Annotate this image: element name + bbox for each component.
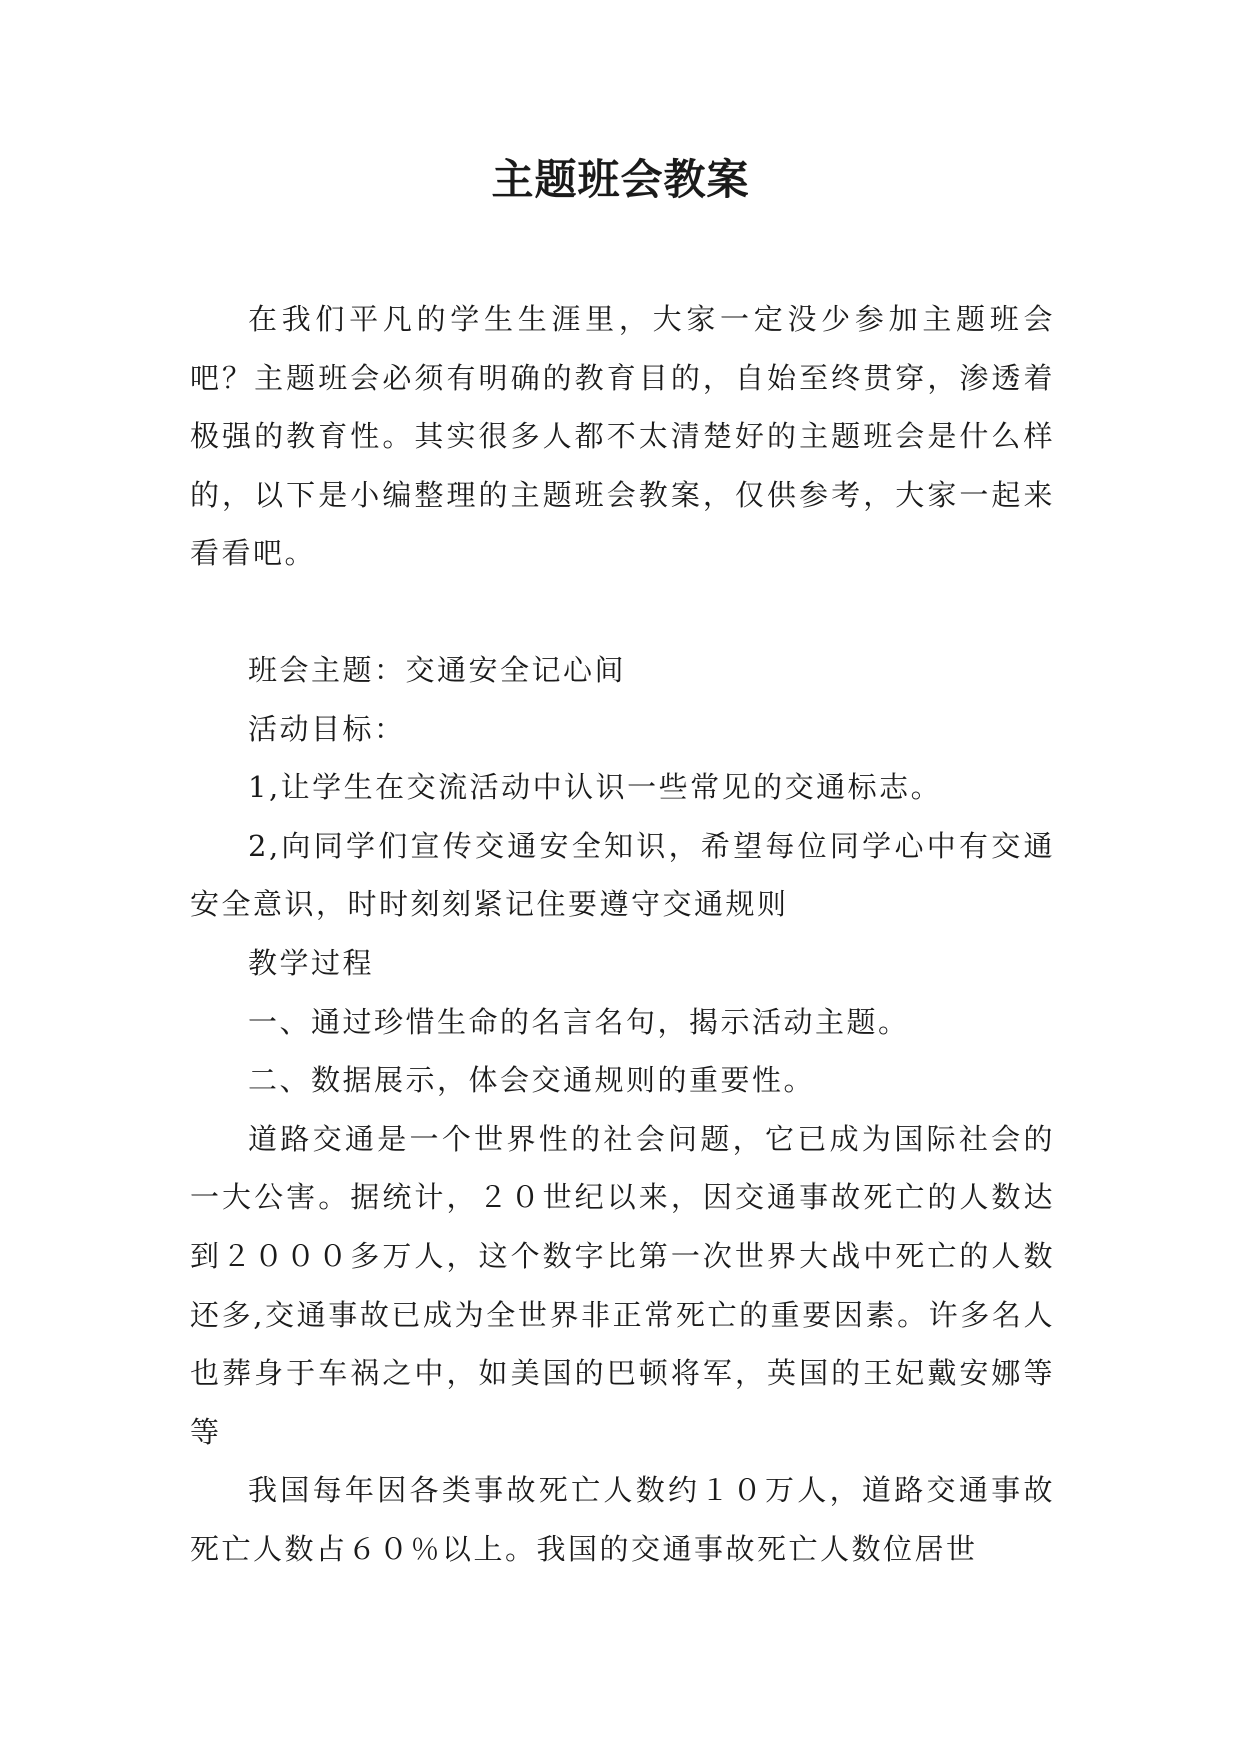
activity-goals-heading: 活动目标： (248, 711, 406, 746)
process-step-2: 二、数据展示，体会交通规则的重要性。 (248, 1063, 816, 1098)
document-body (190, 290, 1055, 1578)
process-step-1: 一、通过珍惜生命的名言名句，揭示活动主题。 (248, 1004, 910, 1039)
meeting-theme: 班会主题：交通安全记心间 (248, 652, 627, 687)
intro-paragraph: 在我们平凡的学生生涯里，大家一定没少参加主题班会吧？主题班会必须有明确的教育目的，自始至终贯穿，渗透着极强的教育性。其实很多人都不太清楚好的主题班会是什么样的，以下是小编整理的主题班会教案，仅供参考，大家一起来看看吧。 (190, 302, 1055, 571)
document-title: 主题班会教案 (491, 155, 750, 204)
body-paragraph: 道路交通是一个世界性的社会问题，它已成为国际社会的一大公害。据统计，２０世纪以来，因交通事故死亡的人数达到２０００多万人，这个数字比第一次世界大战中死亡的人数还多,交通事故已成为全世界非正常死亡的重要因素。许多名人也葬身于车祸之中，如美国的巴顿将军，英国的王妃戴安娜等等 (190, 1121, 1055, 1449)
section-spacer (190, 583, 1055, 641)
goal-item-1: 1,让学生在交流活动中认识一些常见的交通标志。 (248, 770, 943, 805)
teaching-process-heading: 教学过程 (248, 945, 375, 980)
body-paragraph: 我国每年因各类事故死亡人数约１０万人，道路交通事故死亡人数占６０％以上。我国的交通事故死亡人数位居世 (190, 1473, 1055, 1566)
goal-item-2: 2,向同学们宣传交通安全知识，希望每位同学心中有交通安全意识，时时刻刻紧记住要遵守交通规则 (190, 828, 1055, 922)
